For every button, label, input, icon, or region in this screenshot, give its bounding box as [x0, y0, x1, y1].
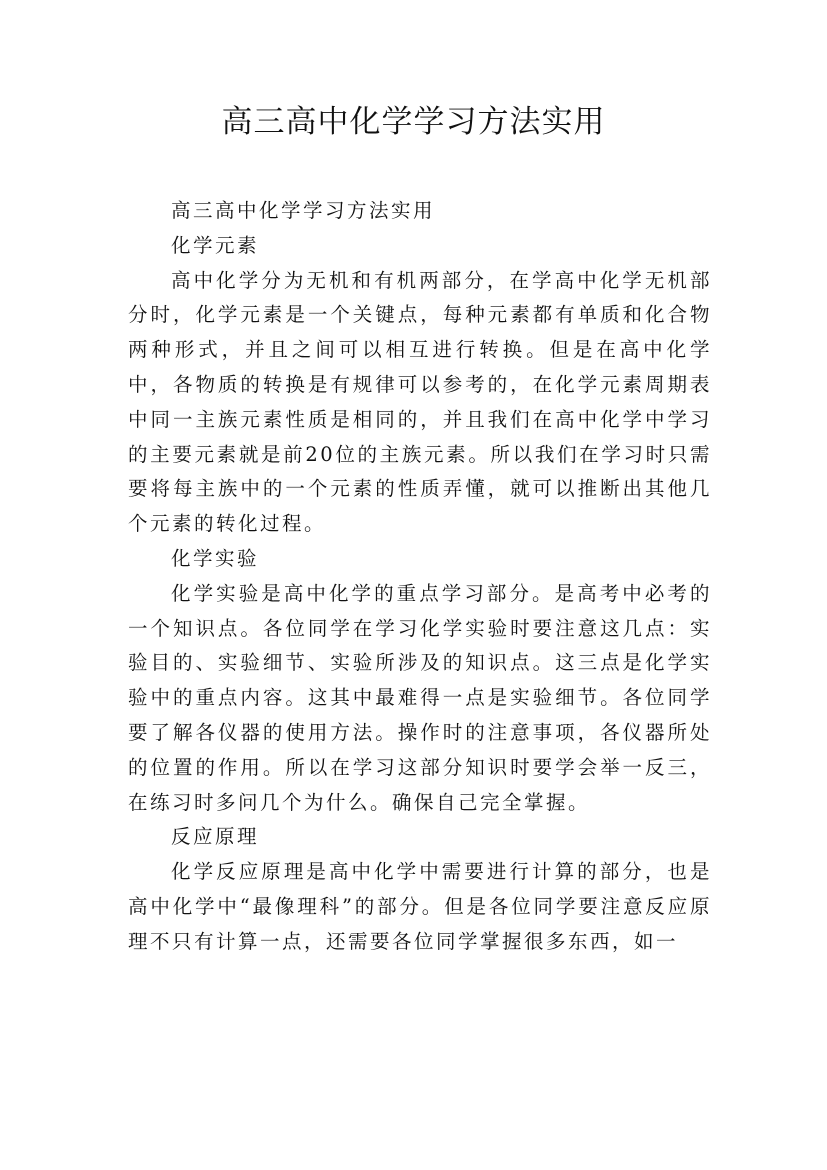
section-heading-elements: 化学元素	[171, 233, 260, 257]
paragraph-elements: 高中化学分为无机和有机两部分，在学高中化学无机部分时，化学元素是一个关键点，每种元素都有单质和化合物两种形式，并且之间可以相互进行转换。但是在高中化学中，各物质的转换是有规律可以参考的，在化学元素周期表中同一主族元素性质是相同的，并且我们在高中化学中学习的主要元素就是前20位的主族元素。所以我们在学习时只需要将每主族中的一个元素的性质弄懂，就可以推断出其他几个元素的转化过程。	[128, 268, 712, 536]
paragraph-experiments: 化学实验是高中化学的重点学习部分。是高考中必考的一个知识点。各位同学在学习化学实验时要注意这几点：实验目的、实验细节、实验所涉及的知识点。这三点是化学实验中的重点内容。这其中最难得一点是实验细节。各位同学要了解各仪器的使用方法。操作时的注意事项，各仪器所处的位置的作用。所以在学习这部分知识时要学会举一反三，在练习时多问几个为什么。确保自己完全掌握。	[128, 581, 712, 814]
section-heading-reaction-principles: 反应原理	[171, 825, 260, 849]
section-heading-intro: 高三高中化学学习方法实用	[171, 199, 436, 222]
paragraph-reaction-principles: 化学反应原理是高中化学中需要进行计算的部分，也是高中化学中“最像理科”的部分。但是各位同学要注意反应原理不只有计算一点，还需要各位同学掌握很多东西，如一	[128, 860, 712, 953]
document-title: 高三高中化学学习方法实用	[221, 104, 606, 140]
section-heading-experiments: 化学实验	[171, 546, 260, 570]
document-body	[128, 194, 712, 960]
